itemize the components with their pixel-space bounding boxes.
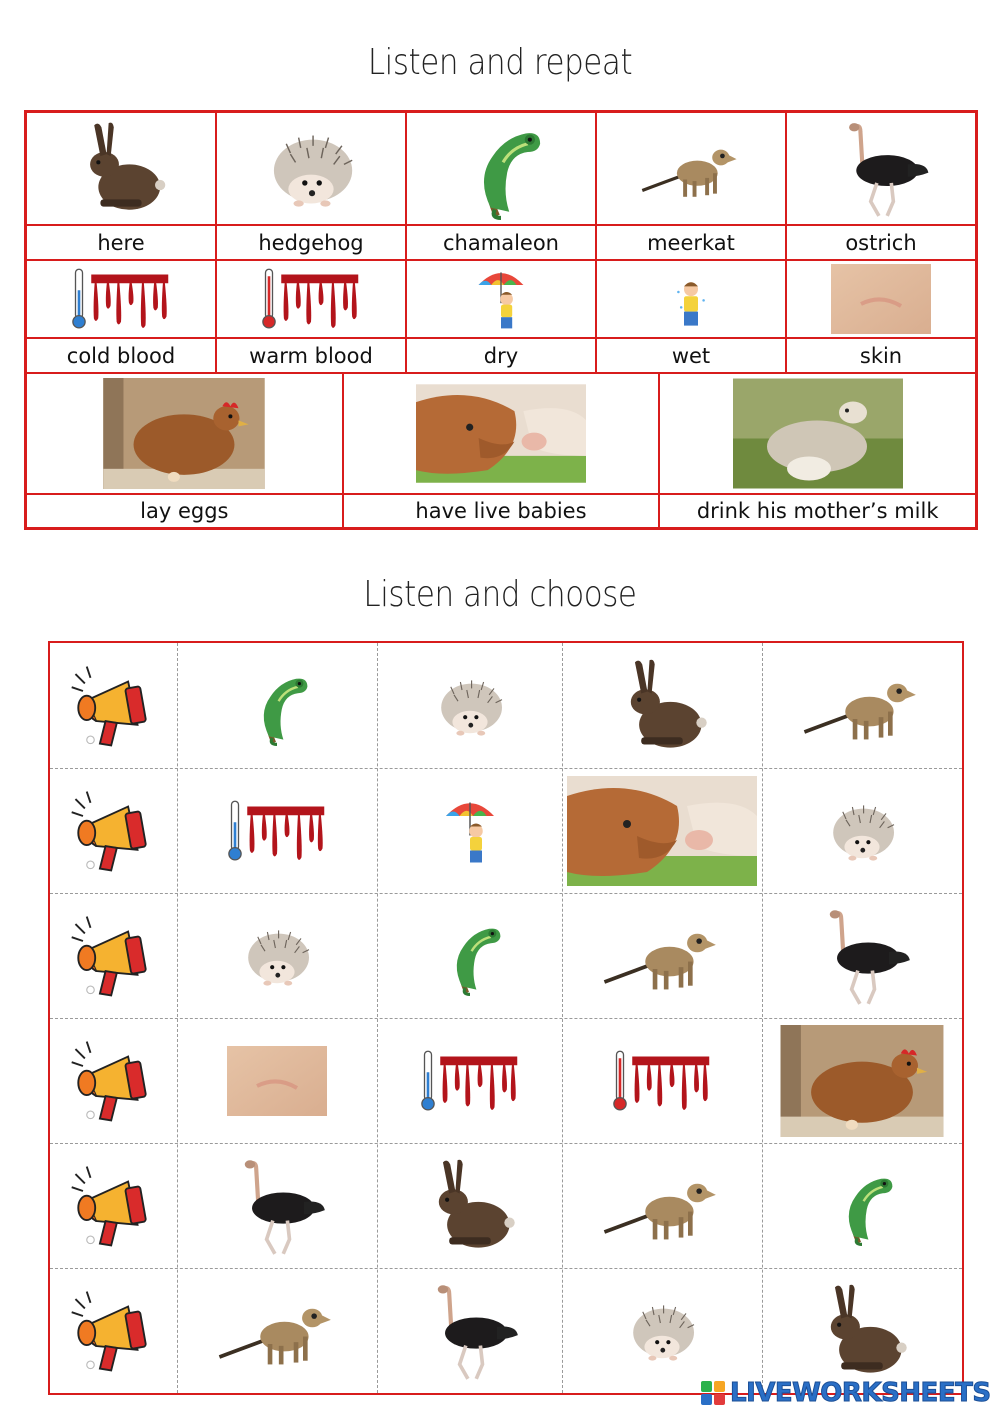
answer-option[interactable] — [762, 1268, 962, 1393]
answer-option[interactable] — [177, 1143, 377, 1268]
hedgehog-icon — [232, 916, 322, 996]
hedgehog-icon — [425, 666, 515, 746]
hen-laying-eggs-icon — [99, 378, 269, 489]
vocabulary-label: dry — [406, 338, 596, 373]
hedgehog-icon — [817, 791, 907, 871]
picture-cell — [26, 112, 216, 225]
cold-blood-icon — [61, 264, 181, 334]
answer-option[interactable] — [562, 893, 762, 1018]
ostrich-icon — [212, 1154, 342, 1258]
picture-cell — [596, 112, 786, 225]
ostrich-icon — [405, 1279, 535, 1383]
skin-icon — [831, 264, 931, 334]
dry-boy-umbrella-icon — [466, 264, 536, 334]
picture-cell — [216, 112, 406, 225]
answer-option[interactable] — [177, 768, 377, 893]
play-audio-button[interactable] — [50, 1143, 177, 1268]
hare-icon — [405, 1154, 535, 1258]
answer-option[interactable] — [762, 1018, 962, 1143]
meerkat-icon — [597, 904, 727, 1008]
lamb-nursing-icon — [733, 378, 903, 489]
chameleon-icon — [446, 117, 556, 220]
cold-blood-icon — [222, 796, 332, 866]
answer-option[interactable] — [177, 893, 377, 1018]
vocabulary-label: lay eggs — [26, 494, 343, 528]
answer-option[interactable] — [762, 768, 962, 893]
liveworksheets-watermark — [700, 1376, 996, 1410]
answer-option[interactable] — [762, 893, 962, 1018]
vocabulary-label: meerkat — [596, 225, 786, 260]
picture-cell — [26, 260, 216, 338]
meerkat-icon — [636, 117, 746, 220]
answer-option[interactable] — [562, 1268, 762, 1393]
liveworksheets-logo-icon — [700, 1380, 726, 1406]
hedgehog-icon — [256, 117, 366, 220]
play-audio-button[interactable] — [50, 1268, 177, 1393]
picture-cell — [406, 260, 596, 338]
hare-icon — [597, 654, 727, 758]
picture-cell — [786, 260, 976, 338]
ostrich-icon — [826, 117, 936, 220]
vocabulary-label: cold blood — [26, 338, 216, 373]
warm-blood-icon — [251, 264, 371, 334]
megaphone-icon — [62, 1034, 166, 1128]
ostrich-icon — [797, 904, 927, 1008]
answer-option[interactable] — [562, 768, 762, 893]
picture-cell — [786, 112, 976, 225]
megaphone-icon — [62, 1159, 166, 1253]
answer-option[interactable] — [377, 1018, 562, 1143]
vocabulary-label: wet — [596, 338, 786, 373]
vocabulary-label: drink his mother’s milk — [659, 494, 976, 528]
play-audio-button[interactable] — [50, 1018, 177, 1143]
vocabulary-label: here — [26, 225, 216, 260]
vocabulary-label: chamaleon — [406, 225, 596, 260]
megaphone-icon — [62, 1284, 166, 1378]
play-audio-button[interactable] — [50, 768, 177, 893]
picture-cell — [596, 260, 786, 338]
cold-blood-icon — [415, 1046, 525, 1116]
answer-option[interactable] — [377, 1143, 562, 1268]
answer-option[interactable] — [177, 643, 377, 768]
answer-option[interactable] — [177, 1268, 377, 1393]
play-audio-button[interactable] — [50, 893, 177, 1018]
skin-icon — [227, 1046, 327, 1116]
listen-repeat-table — [24, 110, 978, 530]
chameleon-icon — [430, 902, 510, 1010]
megaphone-icon — [62, 909, 166, 1003]
picture-cell — [343, 373, 660, 494]
answer-option[interactable] — [377, 768, 562, 893]
listen-choose-grid — [48, 641, 964, 1395]
vocabulary-label: hedgehog — [216, 225, 406, 260]
answer-option[interactable] — [562, 643, 762, 768]
answer-option[interactable] — [562, 1018, 762, 1143]
answer-option[interactable] — [762, 1143, 962, 1268]
hen-laying-eggs-icon — [767, 1025, 957, 1137]
wet-boy-icon — [656, 264, 726, 334]
answer-option[interactable] — [762, 643, 962, 768]
warm-blood-icon — [607, 1046, 717, 1116]
picture-cell — [406, 112, 596, 225]
meerkat-icon — [797, 654, 927, 758]
section-title-listen-choose: Listen and choose — [363, 574, 637, 615]
meerkat-icon — [597, 1154, 727, 1258]
chameleon-icon — [237, 652, 317, 760]
section-title-listen-repeat: Listen and repeat — [367, 42, 633, 83]
chameleon-icon — [822, 1152, 902, 1260]
calf-nursing-icon — [567, 775, 757, 887]
answer-option[interactable] — [377, 893, 562, 1018]
vocabulary-label: have live babies — [343, 494, 660, 528]
watermark-text: LIVEWORKSHEETS — [730, 1378, 991, 1408]
dry-boy-umbrella-icon — [440, 792, 500, 870]
vocabulary-label: skin — [786, 338, 976, 373]
answer-option[interactable] — [377, 643, 562, 768]
answer-option[interactable] — [177, 1018, 377, 1143]
megaphone-icon — [62, 784, 166, 878]
picture-cell — [26, 373, 343, 494]
megaphone-icon — [62, 659, 166, 753]
answer-option[interactable] — [377, 1268, 562, 1393]
answer-option[interactable] — [562, 1143, 762, 1268]
picture-cell — [659, 373, 976, 494]
vocabulary-label: ostrich — [786, 225, 976, 260]
hedgehog-icon — [617, 1291, 707, 1371]
hare-icon — [797, 1279, 927, 1383]
play-audio-button[interactable] — [50, 643, 177, 768]
vocabulary-label: warm blood — [216, 338, 406, 373]
meerkat-icon — [212, 1279, 342, 1383]
calf-nursing-icon — [416, 378, 586, 489]
hare-icon — [66, 117, 176, 220]
picture-cell — [216, 260, 406, 338]
